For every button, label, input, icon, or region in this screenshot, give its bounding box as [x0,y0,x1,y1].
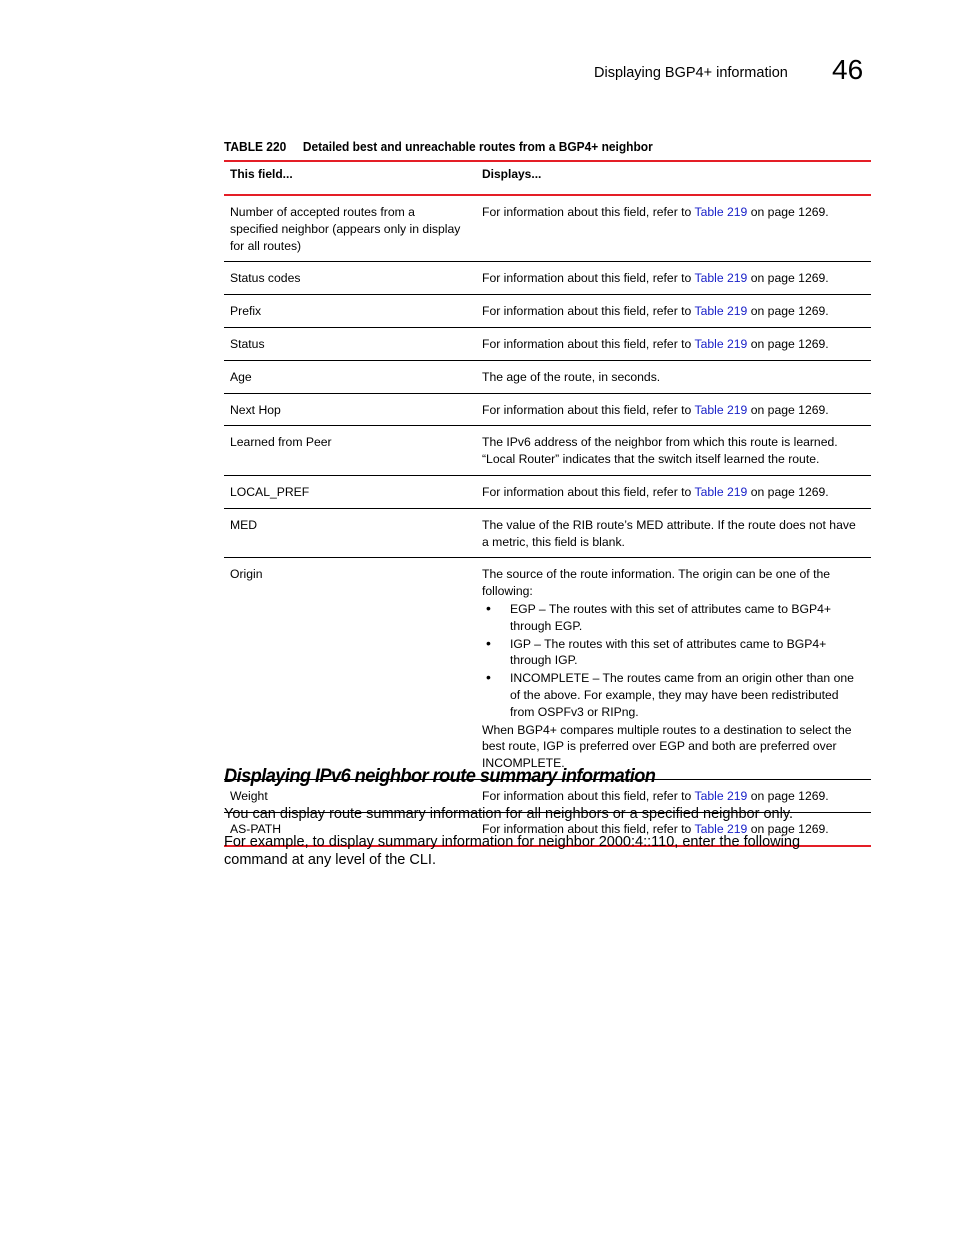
ref-suffix: on page 1269. [747,484,829,499]
table-row [224,475,871,508]
field-description: The IPv6 address of the neighbor from which this route is learned. “Local Router” indicates that the switch itself learned the route. [482,426,871,476]
field-name: Next Hop [224,393,482,426]
running-header-title: Displaying BGP4+ information [594,65,788,81]
section-heading: Displaying IPv6 neighbor route summary information [224,766,656,787]
table-219-link[interactable]: Table 219 [694,402,748,417]
ref-prefix: For information about this field, refer to [482,821,695,836]
fields-table [224,160,871,847]
field-name: Status codes [224,262,482,295]
field-description [482,327,871,360]
table-header-row [224,161,871,195]
table-219-link[interactable]: Table 219 [694,788,748,803]
ref-suffix: on page 1269. [747,205,829,219]
bullet-icon: • [486,669,491,686]
column-header-displays: Displays... [482,161,871,195]
table-title: Detailed best and unreachable routes from a BGP4+ neighbor [302,139,653,154]
field-name: AS-PATH [224,812,482,845]
paragraph-summary: You can display route summary information for all neighbors or a specified neighbor only. [224,806,794,822]
origin-igp: IGP – The routes with this set of attributes came to BGP4+ through IGP. [510,636,827,668]
table-row [224,195,871,262]
table-row [224,393,871,426]
field-description: The value of the RIB route’s MED attribute. If the route does not have a metric, this field is blank. [482,508,871,558]
table-219-link[interactable]: Table 219 [694,271,748,286]
field-description [482,393,871,426]
list-item [482,601,865,635]
ref-suffix: on page 1269. [747,821,829,836]
chapter-number: 46 [832,54,864,85]
table-row [224,426,871,476]
table-219-link[interactable]: Table 219 [694,304,748,319]
ref-prefix: For information about this field, refer to [482,205,695,219]
field-name: Status [224,327,482,360]
field-name: Weight [224,779,482,812]
paragraph-example: For example, to display summary information for neighbor 2000:4::110, enter the following command at any level of the CLI. [224,834,801,868]
ref-prefix: For information about this field, refer to [482,484,695,499]
table-row [224,558,871,780]
bullet-icon: • [486,599,491,616]
ref-prefix: For information about this field, refer to [482,271,695,286]
field-description [482,475,871,508]
table-219-link[interactable]: Table 219 [694,821,748,836]
table-219-link[interactable]: Table 219 [694,336,748,351]
table-row [224,295,871,328]
ref-prefix: For information about this field, refer to [482,788,695,803]
origin-egp: EGP – The routes with this set of attributes came to BGP4+ through EGP. [510,601,831,633]
bullet-icon: • [486,634,491,651]
field-description [482,558,871,780]
origin-outro: When BGP4+ compares multiple routes to a destination to select the best route, IGP is preferred over EGP and both are preferred over INCOMPLETE. [482,722,852,771]
ref-suffix: on page 1269. [747,271,829,286]
field-description: The age of the route, in seconds. [482,360,871,393]
field-name: Number of accepted routes from a specified neighbor (appears only in display for all routes) [224,195,482,262]
origin-incomplete: INCOMPLETE – The routes came from an origin other than one of the above. For example, they may have been redistributed from OSPFv3 or RIPng. [510,671,854,719]
field-name: Prefix [224,295,482,328]
list-item [482,636,865,670]
table-row [224,360,871,393]
ref-prefix: For information about this field, refer to [482,402,695,417]
origin-list [482,601,865,721]
field-name: LOCAL_PREF [224,475,482,508]
origin-intro: The source of the route information. The origin can be one of the following: [482,567,831,599]
ref-prefix: For information about this field, refer to [482,336,695,351]
column-header-field: This field... [224,161,482,195]
ref-suffix: on page 1269. [747,402,829,417]
ref-prefix: For information about this field, refer to [482,304,695,319]
field-name: Age [224,360,482,393]
table-row [224,262,871,295]
ref-suffix: on page 1269. [747,788,829,803]
field-name: Origin [224,558,482,780]
field-name: MED [224,508,482,558]
table-row [224,327,871,360]
field-name: Learned from Peer [224,426,482,476]
ref-suffix: on page 1269. [747,336,829,351]
field-description [482,195,871,262]
table-219-link[interactable]: Table 219 [694,484,748,499]
ref-suffix: on page 1269. [747,304,829,319]
field-description [482,262,871,295]
list-item [482,670,865,720]
table-row [224,508,871,558]
table-219-link[interactable]: Table 219 [694,205,748,219]
table-caption [224,139,653,154]
field-description [482,295,871,328]
table-label: TABLE 220 [224,139,287,154]
